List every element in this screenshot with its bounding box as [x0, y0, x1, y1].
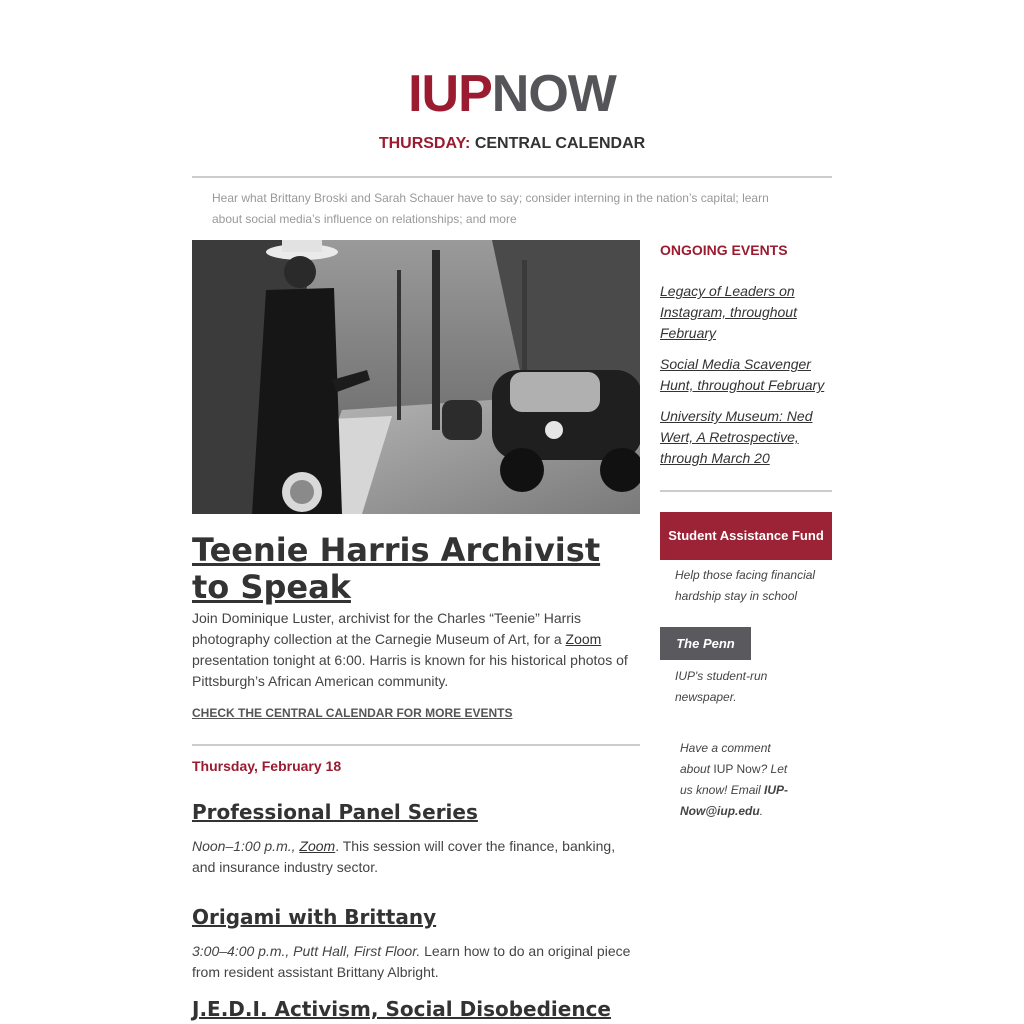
comment-box	[680, 738, 800, 822]
ongoing-link-legacy-of-leaders[interactable]: Legacy of Leaders on Instagram, throughout February	[660, 283, 797, 341]
ongoing-link-university-museum[interactable]: University Museum: Ned Wert, A Retrospective, through March 20	[660, 408, 813, 466]
feature-body-after: presentation tonight at 6:00. Harris is known for his historical photos of Pittsburgh’s African American community.	[192, 652, 628, 689]
feature-body	[192, 608, 640, 692]
iup-now-logo[interactable]	[192, 64, 832, 124]
event-when: 3:00–4:00 p.m., Putt Hall, First Floor.	[192, 943, 421, 959]
saf-note: Help those facing financial hardship stay in school	[675, 568, 816, 603]
comment-email-link[interactable]: IUP-Now@iup.edu	[680, 783, 789, 818]
event-desc-text: . This session will cover the finance, banking, and insurance industry sector.	[192, 838, 616, 875]
penn-note: IUP's student-run newspaper.	[675, 669, 768, 704]
logo-now: NOW	[491, 65, 616, 123]
central-calendar-link[interactable]: CHECK THE CENTRAL CALENDAR FOR MORE EVENTS	[192, 706, 513, 720]
event-title-jedi-activism[interactable]: J.E.D.I. Activism, Social Disobedience	[192, 997, 611, 1021]
header-divider	[192, 176, 832, 178]
the-penn-button[interactable]	[660, 627, 751, 660]
event-when: Noon–1:00 p.m.,	[192, 838, 300, 854]
feature-photo[interactable]	[192, 240, 640, 514]
comment-text-b: IUP Now	[713, 762, 761, 776]
event-desc-text: Learn how to do an original piece from resident assistant Brittany Albright.	[192, 943, 631, 980]
feature-body-before: Join Dominique Luster, archivist for the Charles “Teenie” Harris photography collection at the Carnegie Museum of Art, for a	[192, 610, 582, 647]
events-divider	[192, 744, 640, 746]
subtitle-rest: CENTRAL CALENDAR	[470, 135, 646, 152]
event-desc-professional-panel	[192, 836, 640, 878]
student-assistance-fund-button[interactable]	[660, 512, 832, 560]
feature-headline[interactable]: Teenie Harris Archivist to Speak	[192, 531, 601, 606]
logo-iup: IUP	[408, 65, 492, 123]
penn-button-label: The Penn	[676, 636, 735, 651]
comment-text-a: Have a comment about	[680, 741, 771, 776]
event-title-origami[interactable]: Origami with Brittany	[192, 905, 437, 929]
zoom-link[interactable]: Zoom	[565, 631, 602, 647]
ongoing-events-heading: ONGOING EVENTS	[660, 242, 788, 258]
date-heading: Thursday, February 18	[192, 758, 342, 774]
sidebar-divider	[660, 490, 832, 492]
page-subtitle	[192, 134, 832, 154]
comment-text-c: ? Let us know! Email	[680, 762, 788, 797]
saf-button-label: Student Assistance Fund	[668, 528, 824, 543]
subtitle-day: THURSDAY:	[378, 135, 471, 152]
intro-text: Hear what Brittany Broski and Sarah Schauer have to say; consider interning in the nation’s capital; learn about social media’s influence on relationships; and more	[212, 191, 769, 226]
ongoing-link-scavenger-hunt[interactable]: Social Media Scavenger Hunt, throughout February	[660, 356, 825, 393]
event-desc-origami	[192, 941, 640, 983]
comment-text-d: .	[759, 804, 764, 818]
event-title-professional-panel[interactable]: Professional Panel Series	[192, 800, 478, 824]
event-zoom-link[interactable]: Zoom	[299, 838, 336, 854]
feature-photo-graphic	[192, 240, 640, 514]
